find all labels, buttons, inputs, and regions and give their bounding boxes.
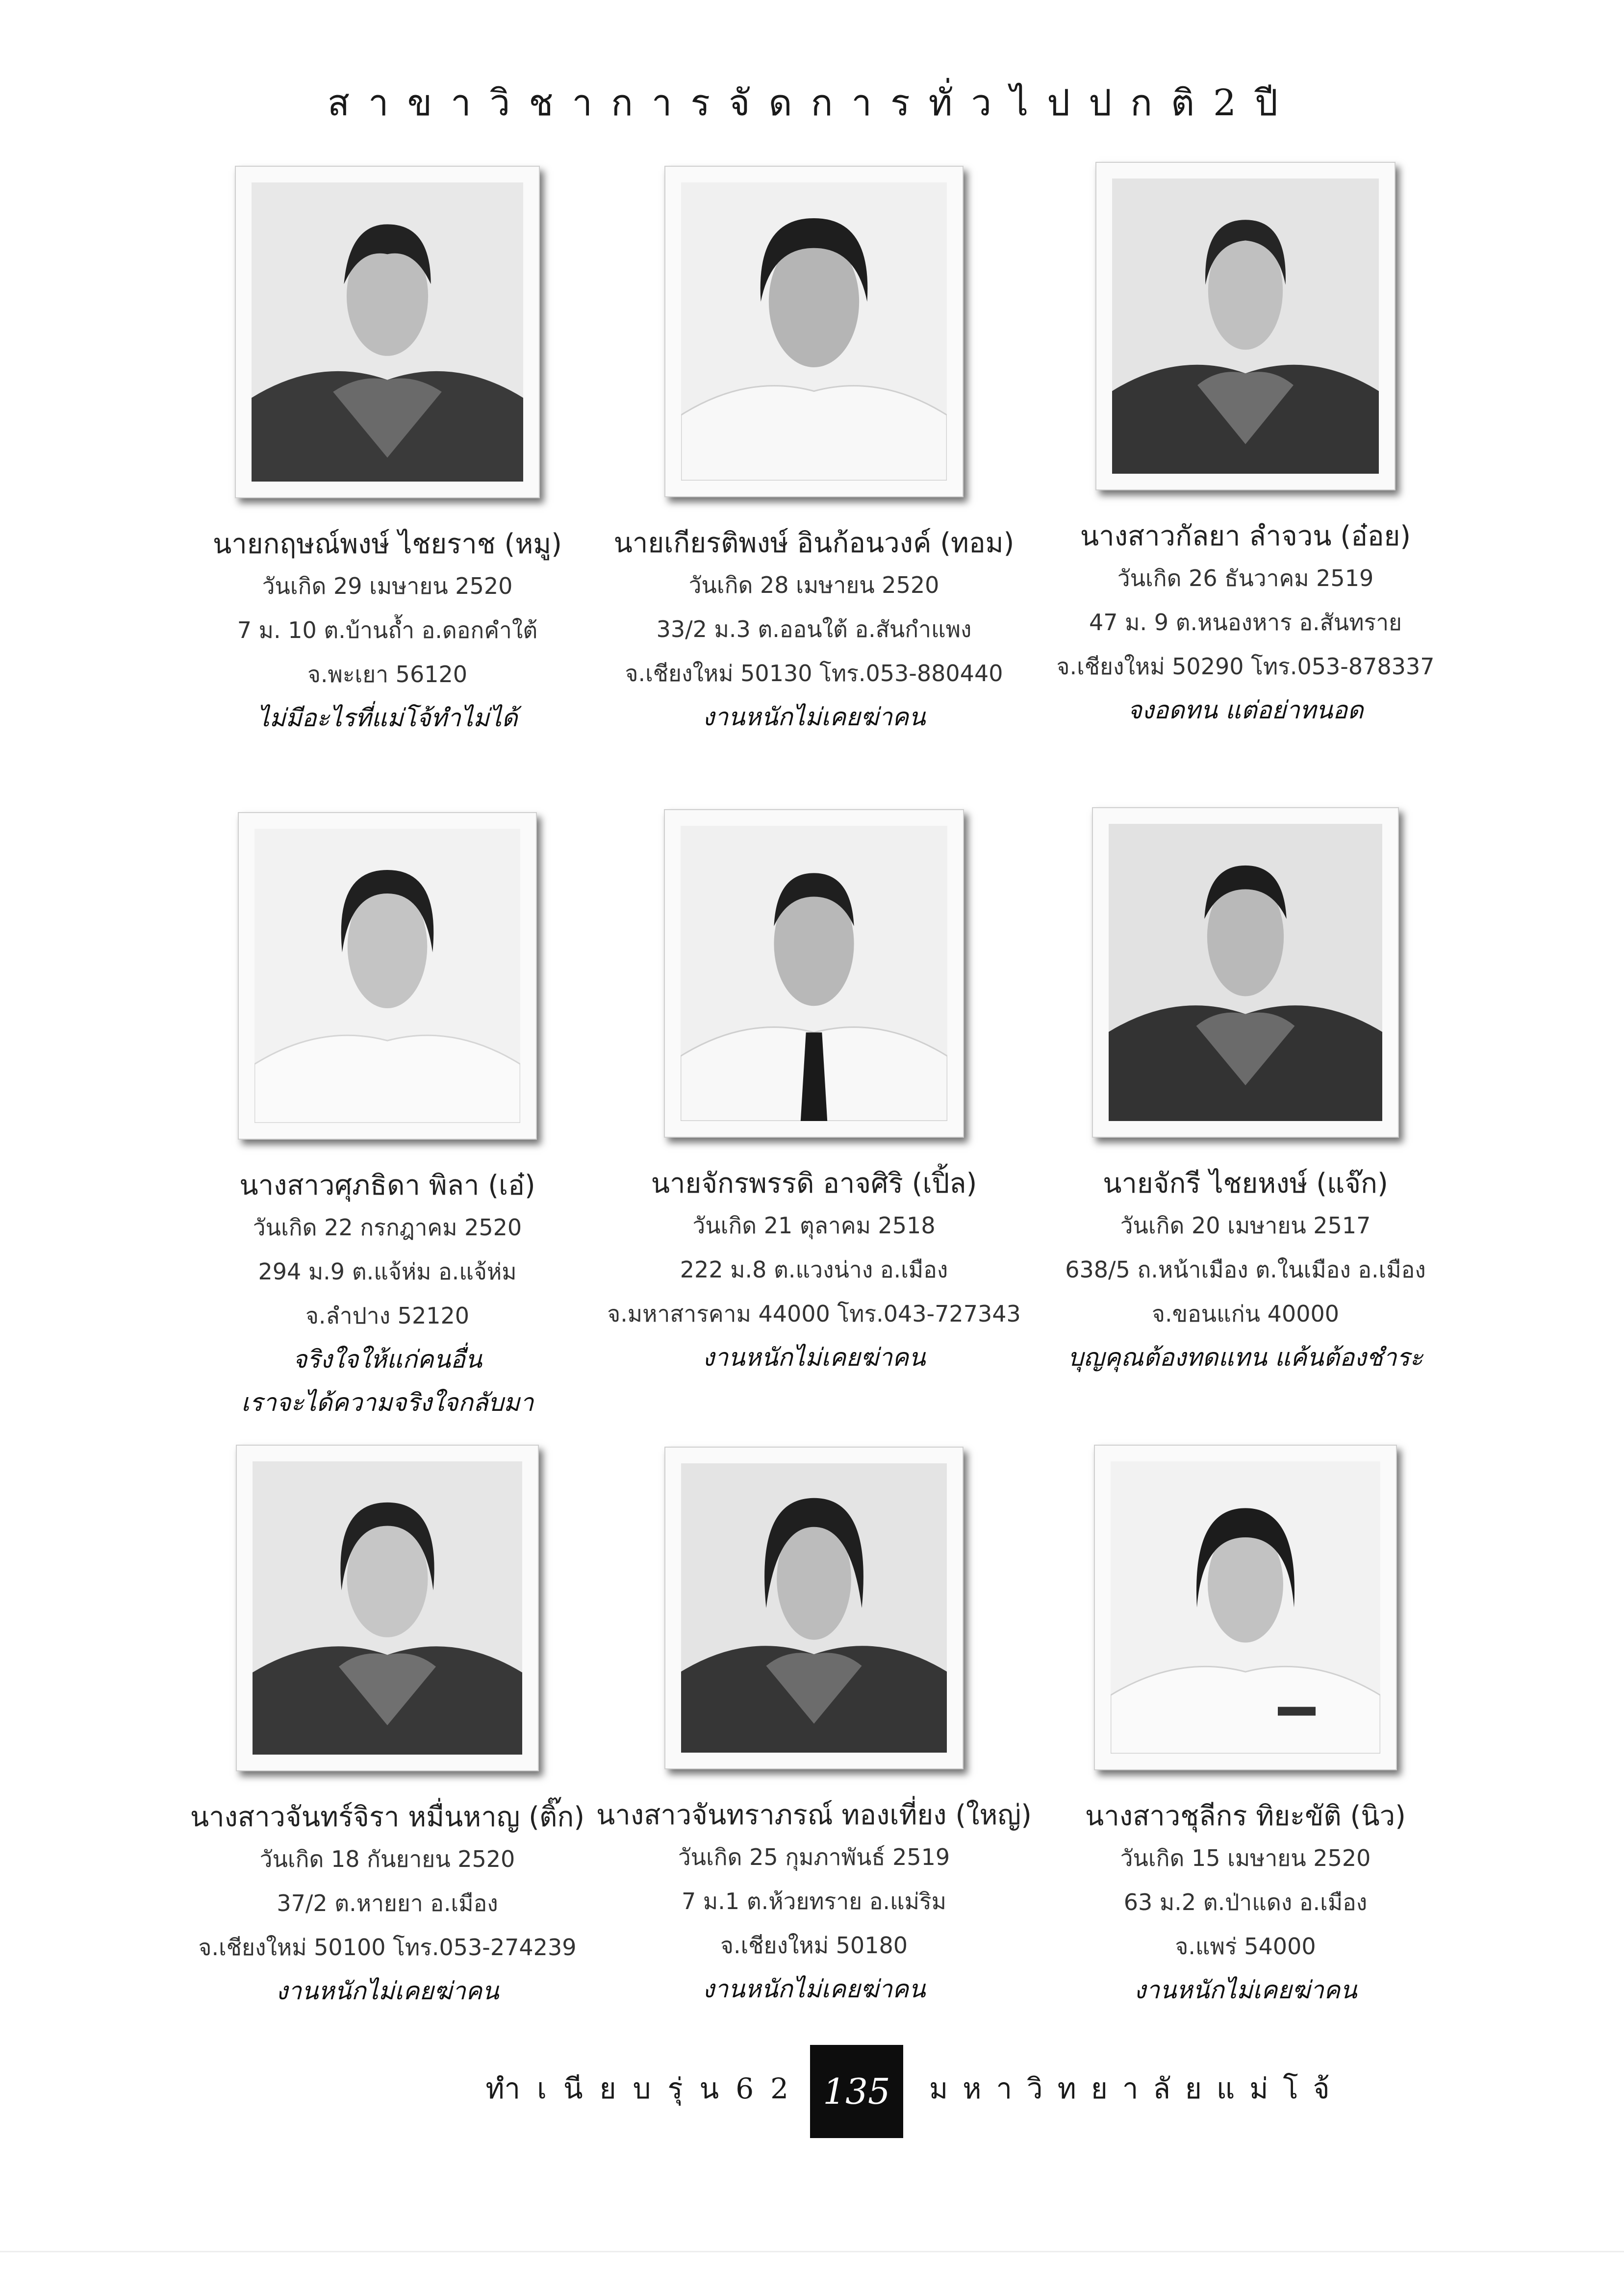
student-address: 7 ม.1 ต.ห้วยทราย อ.แม่ริม bbox=[681, 1888, 946, 1914]
student-name: นายจักรี ไชยหงษ์ (แจ๊ก) bbox=[1103, 1168, 1388, 1199]
student-address: 7 ม. 10 ต.บ้านถ้ำ อ.ดอกคำใต้ bbox=[237, 617, 538, 643]
student-name: นางสาวชุลีกร ทิยะขัติ (นิว) bbox=[1085, 1800, 1406, 1832]
student-card bbox=[1000, 807, 1491, 1379]
student-province: จ.เชียงใหม่ 50130 โทร.053-880440 bbox=[625, 660, 1003, 687]
student-province: จ.มหาสารคาม 44000 โทร.043-727343 bbox=[607, 1300, 1021, 1327]
student-birthdate: วันเกิด 21 ตุลาคม 2518 bbox=[692, 1212, 936, 1239]
student-photo bbox=[1094, 1445, 1397, 1770]
student-address: 63 ม.2 ต.ป่าแดง อ.เมือง bbox=[1123, 1889, 1368, 1915]
student-province: จ.แพร่ 54000 bbox=[1175, 1933, 1316, 1960]
student-address: 33/2 ม.3 ต.ออนใต้ อ.สันกำแพง bbox=[656, 616, 972, 642]
student-card bbox=[1000, 1445, 1491, 2012]
student-motto: ไม่มีอะไรที่แม่โจ้ทำไม่ได้ bbox=[257, 704, 518, 732]
student-card bbox=[1000, 162, 1491, 732]
student-motto: จงอดทน แต่อย่าทนอด bbox=[1127, 696, 1364, 724]
student-card bbox=[142, 166, 633, 740]
student-photo bbox=[664, 166, 964, 497]
student-photo bbox=[1095, 162, 1396, 490]
student-motto: เราจะได้ความจริงใจกลับมา bbox=[241, 1388, 534, 1417]
student-card bbox=[569, 1447, 1059, 2011]
student-province: จ.เชียงใหม่ 50290 โทร.053-878337 bbox=[1056, 653, 1435, 680]
student-birthdate: วันเกิด 29 เมษายน 2520 bbox=[262, 573, 513, 599]
student-motto: บุญคุณต้องทดแทน แค้นต้องชำระ bbox=[1067, 1343, 1423, 1372]
student-birthdate: วันเกิด 15 เมษายน 2520 bbox=[1120, 1845, 1371, 1871]
student-name: นางสาวจันทร์จิรา หมื่นหาญ (ติ๊ก) bbox=[190, 1801, 585, 1833]
student-photo bbox=[1092, 807, 1399, 1138]
page-footer bbox=[0, 2045, 1624, 2138]
page-number: 135 bbox=[810, 2045, 903, 2138]
student-province: จ.พะเยา 56120 bbox=[307, 661, 468, 688]
bottom-divider bbox=[0, 2251, 1624, 2252]
student-name: นางสาวศุภธิดา พิลา (เอ๋) bbox=[239, 1170, 535, 1201]
student-address: 47 ม. 9 ต.หนองหาร อ.สันทราย bbox=[1089, 609, 1402, 636]
student-photo bbox=[238, 812, 537, 1140]
student-province: จ.เชียงใหม่ 50100 โทร.053-274239 bbox=[198, 1934, 577, 1961]
student-motto: งานหนักไม่เคยฆ่าคน bbox=[702, 1343, 926, 1372]
student-motto: งานหนักไม่เคยฆ่าคน bbox=[702, 1975, 926, 2003]
student-province: จ.ขอนแก่น 40000 bbox=[1152, 1300, 1339, 1327]
student-birthdate: วันเกิด 25 กุมภาพันธ์ 2519 bbox=[678, 1844, 950, 1870]
student-card bbox=[142, 1445, 633, 2013]
student-birthdate: วันเกิด 22 กรกฎาคม 2520 bbox=[253, 1214, 522, 1241]
page-title: สาขาวิชาการจัดการทั่วไปปกติ2ปี bbox=[327, 82, 1297, 124]
student-name: นางสาวกัลยา ลำจวน (อ๋อย) bbox=[1080, 520, 1411, 552]
footer-university-name: มหาวิทยาลัยแม่โจ้ bbox=[929, 2072, 1345, 2105]
student-name: นายจักรพรรดิ อาจศิริ (เปิ้ล) bbox=[651, 1168, 977, 1199]
student-photo bbox=[664, 1447, 964, 1769]
student-address: 294 ม.9 ต.แจ้ห่ม อ.แจ้ห่ม bbox=[258, 1258, 517, 1285]
student-name: นางสาวจันทราภรณ์ ทองเที่ยง (ใหญ่) bbox=[596, 1799, 1032, 1831]
student-motto: งานหนักไม่เคยฆ่าคน bbox=[276, 1977, 499, 2005]
student-motto: งานหนักไม่เคยฆ่าคน bbox=[702, 703, 926, 731]
student-address: 222 ม.8 ต.แวงน่าง อ.เมือง bbox=[680, 1256, 948, 1283]
student-address: 638/5 ถ.หน้าเมือง ต.ในเมือง อ.เมือง bbox=[1065, 1256, 1426, 1283]
footer-yearbook-title: ทำเนียบรุ่น62 bbox=[485, 2072, 805, 2105]
student-name: นายเกียรติพงษ์ อินก้อนวงค์ (ทอม) bbox=[613, 527, 1015, 559]
student-province: จ.เชียงใหม่ 50180 bbox=[720, 1932, 908, 1959]
student-address: 37/2 ต.หายยา อ.เมือง bbox=[277, 1890, 498, 1916]
student-card bbox=[569, 809, 1059, 1379]
student-card bbox=[142, 812, 633, 1424]
student-birthdate: วันเกิด 18 กันยายน 2520 bbox=[259, 1846, 515, 1872]
student-birthdate: วันเกิด 26 ธันวาคม 2519 bbox=[1117, 565, 1374, 591]
student-birthdate: วันเกิด 28 เมษายน 2520 bbox=[688, 572, 939, 598]
student-photo bbox=[235, 166, 540, 498]
student-motto: งานหนักไม่เคยฆ่าคน bbox=[1134, 1976, 1357, 2004]
student-motto: จริงใจให้แก่คนอื่น bbox=[293, 1345, 482, 1374]
student-card bbox=[569, 166, 1059, 739]
student-photo bbox=[664, 809, 964, 1138]
student-birthdate: วันเกิด 20 เมษายน 2517 bbox=[1120, 1212, 1371, 1239]
student-name: นายกฤษณ์พงษ์ ไชยราช (หมู) bbox=[212, 528, 562, 560]
student-province: จ.ลำปาง 52120 bbox=[305, 1302, 470, 1329]
student-photo bbox=[236, 1445, 539, 1771]
